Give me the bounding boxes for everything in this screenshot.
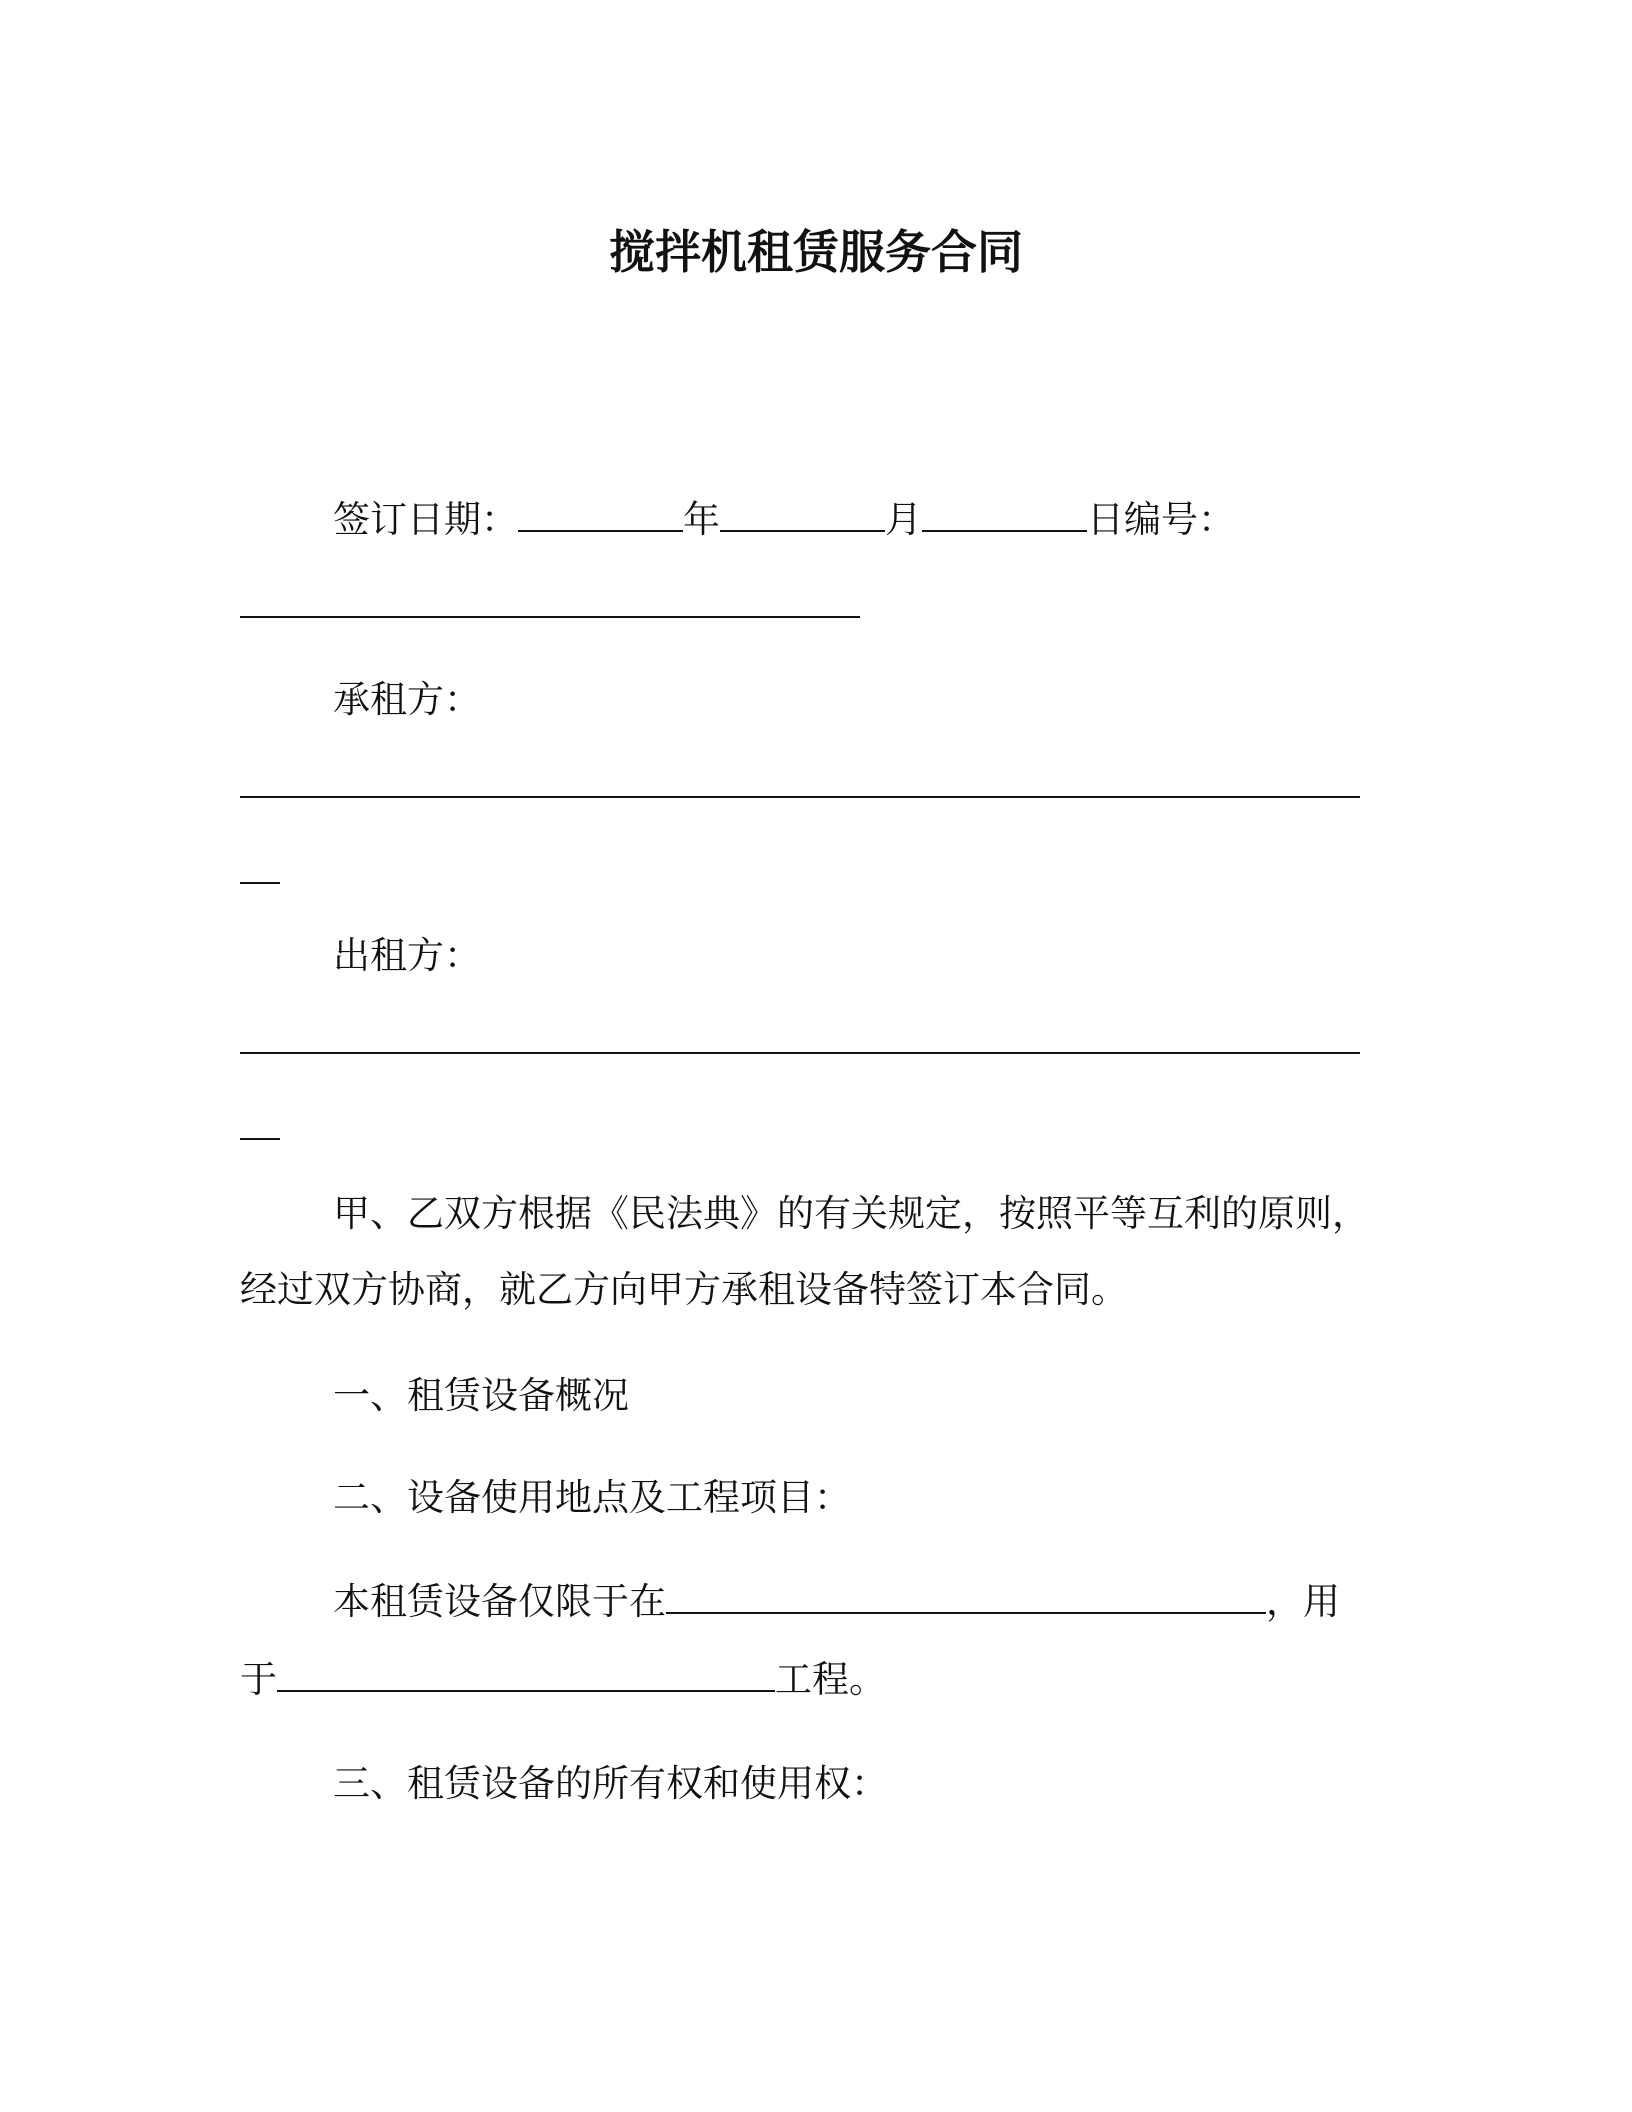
lessor-label: 出租方： (333, 934, 481, 977)
year-blank[interactable] (518, 496, 683, 532)
location-clause-line-2 (240, 1656, 886, 1704)
lessee-label: 承租方： (333, 678, 481, 721)
section-1-heading: 一、租赁设备概况 (333, 1374, 629, 1417)
project-blank[interactable] (277, 1656, 775, 1692)
project-prefix: 于 (240, 1658, 277, 1701)
day-number-label: 日编号： (1087, 498, 1235, 541)
signing-date-line (333, 496, 1235, 544)
document-title: 搅拌机租赁服务合同 (609, 225, 1023, 279)
lessor-blank-continued[interactable] (240, 1138, 280, 1140)
section-3-heading: 三、租赁设备的所有权和使用权： (333, 1762, 888, 1805)
location-blank[interactable] (666, 1578, 1266, 1614)
location-clause-line-1 (333, 1578, 1340, 1626)
year-label: 年 (683, 498, 720, 541)
intro-paragraph-line-1: 甲、乙双方根据《民法典》的有关规定，按照平等互利的原则， (333, 1192, 1369, 1235)
signing-date-label: 签订日期： (333, 498, 518, 541)
intro-paragraph-line-2: 经过双方协商，就乙方向甲方承租设备特签订本合同。 (240, 1268, 1128, 1311)
month-blank[interactable] (720, 496, 885, 532)
day-blank[interactable] (922, 496, 1087, 532)
month-label: 月 (885, 498, 922, 541)
section-2-heading: 二、设备使用地点及工程项目： (333, 1476, 851, 1519)
lessee-blank-continued[interactable] (240, 882, 280, 884)
project-suffix: 工程。 (775, 1658, 886, 1701)
lessor-blank[interactable] (240, 1052, 1360, 1054)
contract-number-blank[interactable] (240, 616, 860, 618)
lessee-blank[interactable] (240, 796, 1360, 798)
location-prefix: 本租赁设备仅限于在 (333, 1580, 666, 1623)
location-suffix: ，用 (1266, 1580, 1340, 1623)
